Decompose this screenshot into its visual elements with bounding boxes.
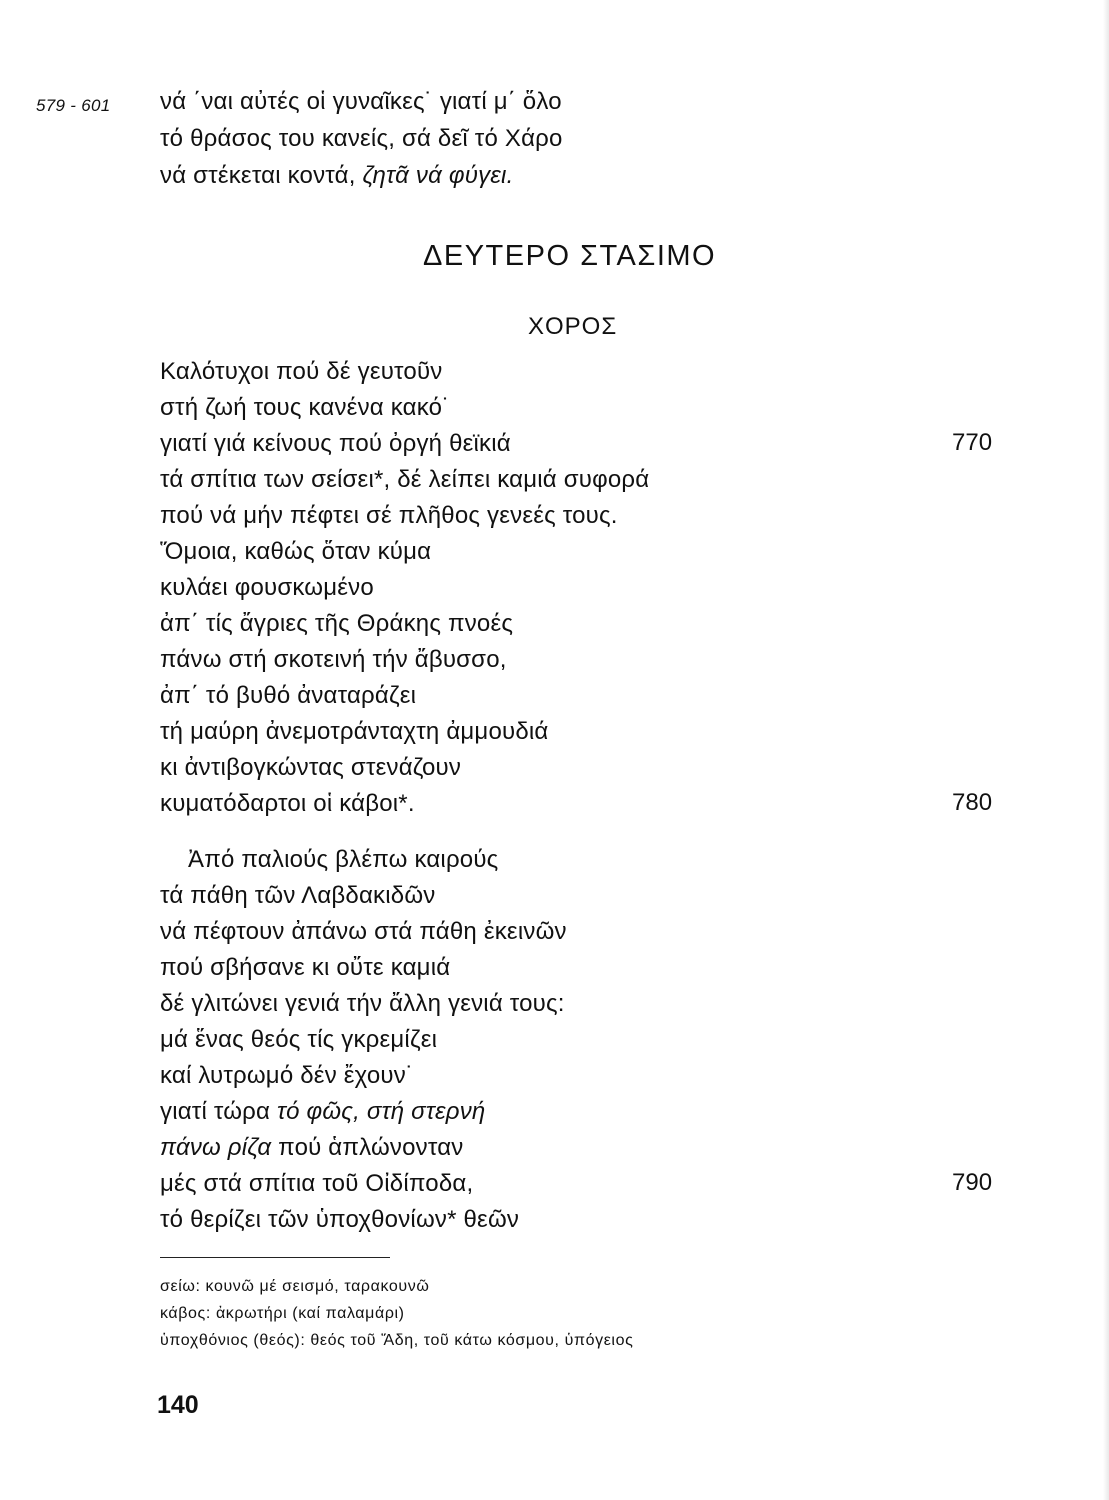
verse-line: τά σπίτια των σείσει*, δέ λείπει καμιά συφορά [160,466,650,493]
section-title: ΔΕΥΤΕΡΟ ΣΤΑΣΙΜΟ [423,240,717,272]
line-number: 780 [952,789,993,816]
verse-line: μά ἕνας θεός τίς γκρεμίζει [160,1026,438,1053]
verse-line: Ὅμοια, καθώς ὅταν κύμα [160,538,432,565]
verse-line: ἀπ΄ τό βυθό ἀναταράζει [160,682,417,709]
line-number: 770 [952,429,993,456]
verse-line: τή μαύρη ἀνεμοτράνταχτη ἀμμουδιά [160,718,549,745]
verse-line: ἀπ΄ τίς ἄγριες τῆς Θράκης πνοές [160,610,514,637]
line-range-marker: 579 - 601 [36,96,111,115]
verse-text: γιατί τώρα [160,1098,277,1125]
verse-line: πού νά μήν πέφτει σέ πλῆθος γενεές τους. [160,502,618,529]
verse-line: δέ γλιτώνει γενιά τήν ἄλλη γενιά τους: [160,990,565,1017]
verse-italic-text: ζητᾶ νά φύγει. [362,162,514,189]
verse-line: κυλάει φουσκωμένο [160,574,374,601]
verse-line: πάνω στή σκοτεινή τήν ἄβυσσο, [160,646,507,673]
verse-italic-text: πάνω ρίζα [160,1134,272,1161]
verse-line: κυματόδαρτοι οἱ κάβοι*. [160,790,415,817]
line-number: 790 [952,1169,993,1196]
footnote: σείω: κουνῶ μέ σεισμό, ταρακουνῶ [160,1278,430,1295]
verse-line [160,1097,485,1127]
verse-line: στή ζωή τους κανένα κακό˙ [160,394,451,421]
verse-line: καί λυτρωμό δέν ἔχουν˙ [160,1062,415,1089]
footnote: ὑποχθόνιος (θεός): θεός τοῦ Ἅδη, τοῦ κάτω κόσμου, ὑπόγειος [160,1332,634,1349]
verse-line [160,1133,463,1163]
verse-text: νά στέκεται κοντά, [160,162,363,189]
verse-text: πού ἁπλώνονταν [271,1134,464,1161]
verse-line [160,161,513,191]
verse-line: τό θερίζει τῶν ὑποχθονίων* θεῶν [160,1206,520,1233]
footnote-divider [160,1257,390,1258]
verse-italic-text: τό φῶς, στή στερνή [276,1098,486,1125]
verse-line: Καλότυχοι πού δέ γευτοῦν [160,358,443,385]
speaker-name: ΧΟΡΟΣ [528,313,618,340]
page-number: 140 [157,1391,199,1419]
page-edge-shadow [1103,0,1109,1500]
footnote: κάβος: ἀκρωτήρι (καί παλαμάρι) [160,1305,405,1322]
verse-line: νά ΄ναι αὐτές οἱ γυναῖκες˙ γιατί μ΄ ὅλο [160,88,562,115]
verse-line: γιατί γιά κείνους πού ὀργή θεϊκιά [160,430,511,457]
verse-line: Ἀπό παλιούς βλέπω καιρούς [188,846,499,873]
verse-line: τά πάθη τῶν Λαβδακιδῶν [160,882,436,909]
verse-line: μές στά σπίτια τοῦ Οἰδίποδα, [160,1170,474,1197]
verse-line: κι ἀντιβογκώντας στενάζουν [160,754,462,781]
verse-line: νά πέφτουν ἀπάνω στά πάθη ἐκεινῶν [160,918,567,945]
verse-line: τό θράσος του κανείς, σά δεῖ τό Χάρο [160,125,563,152]
verse-line: πού σβήσανε κι οὔτε καμιά [160,954,451,981]
